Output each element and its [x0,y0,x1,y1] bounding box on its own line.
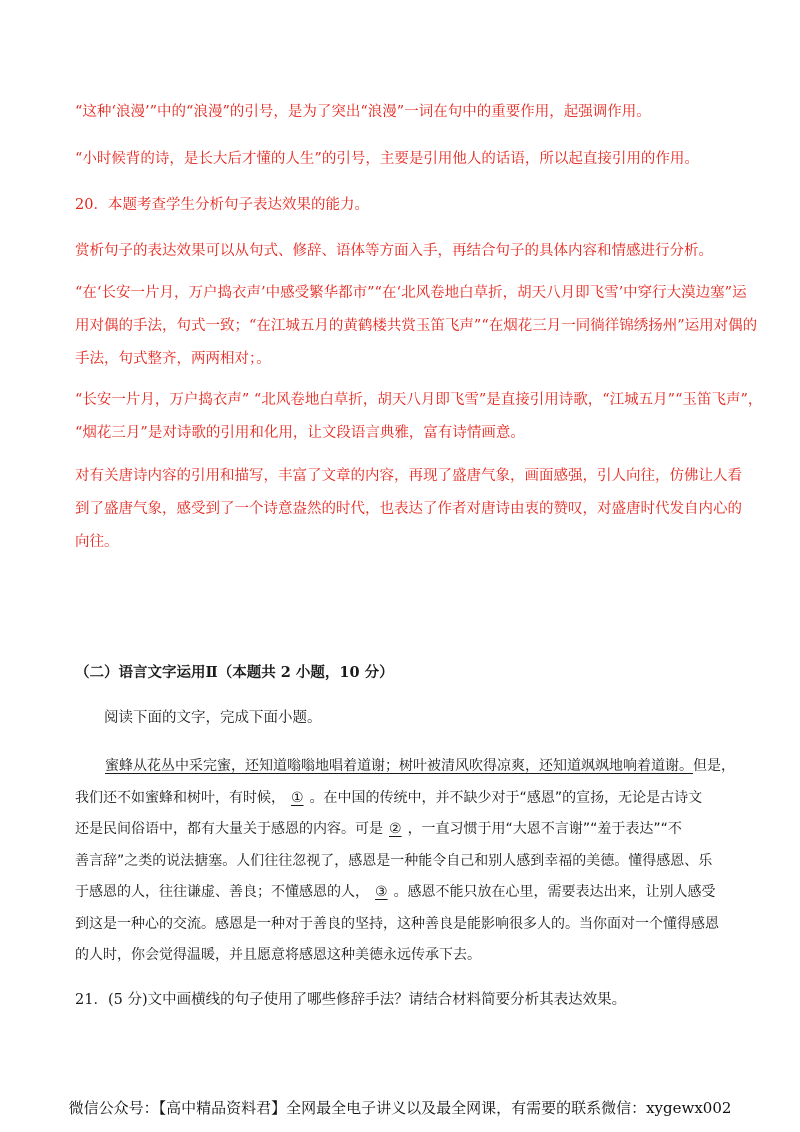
reading-passage [75,751,735,972]
passage-line-7: 的人时，你会觉得温暖，并且愿意将感恩这种美德永远传承下去。 [75,947,481,963]
passage-line-6: 到这是一种心的交流。感恩是一种对于善良的坚持，这种善良是能影响很多人的。当你面对一个懂得感恩 [75,915,719,932]
passage-line-3: 还是民间俗语中，都有大量关于感恩的内容。可是 ② ，一直习惯于用“大恩不言谢”“羞于表达”“不 [75,814,735,846]
answer-paragraph-6: “长安一片月，万户捣衣声” “北风卷地白草折，胡天八月即飞雪”是直接引用诗歌，“江城五月”“玉笛飞声”， “烟花三月”是对诗歌的引用和化用，让文段语言典雅，富有诗情画意。 [75,392,763,441]
footer-note: 微信公众号：【高中精品资料君】全网最全电子讲义以及最全网课，有需要的联系微信：xygewx002 [68,1099,732,1117]
section-title: （二）语言文字运用Ⅱ（本题共 2 小题，10 分） [75,664,394,681]
blank-3: ③ [375,884,388,900]
passage-line-2: 我们还不如蜜蜂和树叶，有时候， ① 。在中国的传统中，并不缺少对于“感恩”的宣扬，无论是古诗文 [75,783,735,815]
blank-1: ① [291,789,304,806]
passage-line-1: 蜜蜂从花丛中采完蜜，还知道嗡嗡地唱着道谢；树叶被清风吹得凉爽，还知道飒飒地响着道谢。但是， [105,758,735,774]
answer-paragraph-2: “小时候背的诗，是长大后才懂的人生”的引号，主要是引用他人的话语，所以起直接引用的作用。 [75,151,699,167]
answer-paragraph-7: 对有关唐诗内容的引用和描写，丰富了文章的内容，再现了盛唐气象，画面感强，引人向往，仿佛让人看 到了盛唐气象，感受到了一个诗意盎然的时代，也表达了作者对唐诗由衷的赞叹，对盛唐时代发自内心的 向往。 [75,468,742,550]
passage-line-4: 善言辞”之类的说法搪塞。人们往往忽视了，感恩是一种能令自己和别人感到幸福的美德。懂得感恩、乐 [75,852,713,869]
answer-paragraph-4: 赏析句子的表达效果可以从句式、修辞、语体等方面入手，再结合句子的具体内容和情感进行分析。 [75,243,713,259]
blank-2: ② [389,821,402,837]
section-intro: 阅读下面的文字，完成下面小题。 [104,710,322,726]
answer-paragraph-5: “在‘长安一片月，万户捣衣声’中感受繁华都市”“在‘北风卷地白草折，胡天八月即飞雪’中穿行大漠边塞”运 用对偶的手法，句式一致；“在江城五月的黄鹤楼共赏玉笛飞声”“在烟花三月一同徜徉锦绣扬州”运用对偶的 手法，句式整齐，两两相对；。 [75,285,758,367]
question-21: 21．(5 分)文中画横线的句子使用了哪些修辞手法？请结合材料简要分析其表达效果。 [75,992,627,1008]
answer-paragraph-3: 20．本题考查学生分析句子表达效果的能力。 [75,197,369,213]
underlined-sentence: 蜜蜂从花丛中采完蜜，还知道嗡嗡地唱着道谢；树叶被清风吹得凉爽，还知道飒飒地响着道谢。 [105,758,693,774]
answer-paragraph-1: “这种‘浪漫’”中的“浪漫”的引号，是为了突出“浪漫”一词在句中的重要作用，起强调作用。 [75,104,651,120]
passage-line-5: 于感恩的人，往往谦虚、善良；不懂感恩的人， ③ 。感恩不能只放在心里，需要表达出来，让别人感受 [75,877,735,909]
